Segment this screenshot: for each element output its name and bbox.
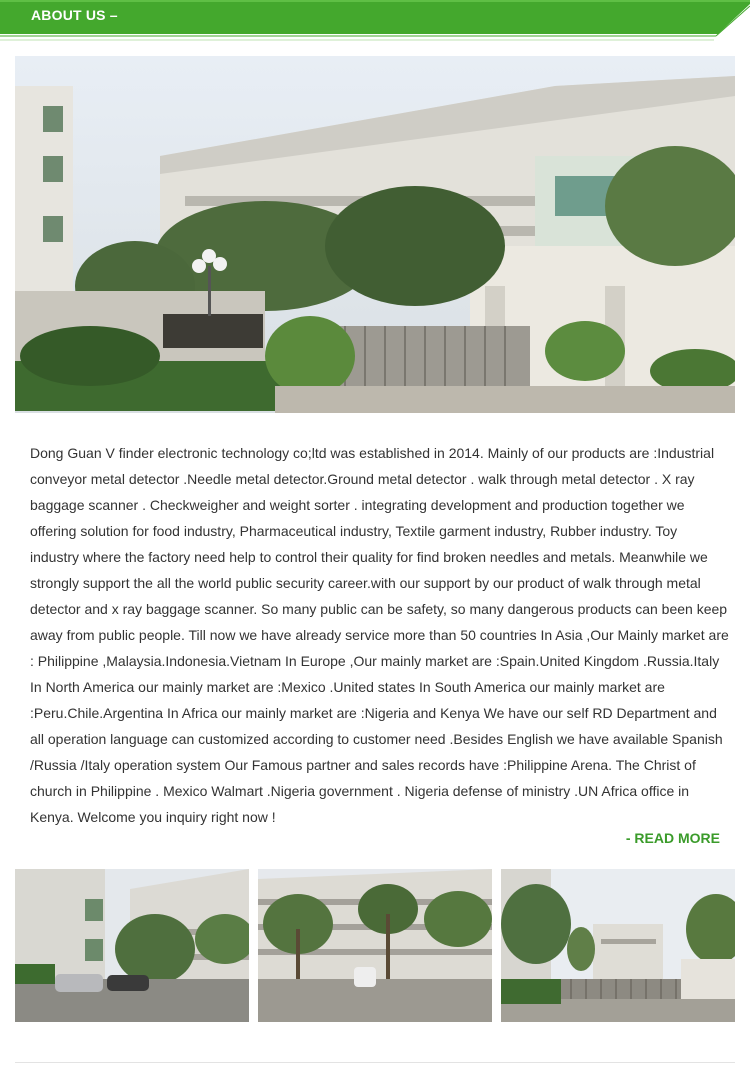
section-header <box>0 0 750 42</box>
gallery-photo-2[interactable] <box>258 869 492 1022</box>
section-divider <box>15 1062 735 1063</box>
hero-photo <box>15 56 735 413</box>
section-title: ABOUT US – <box>31 7 118 23</box>
gallery-photo-1[interactable] <box>15 869 249 1022</box>
gallery-photo-3[interactable] <box>501 869 735 1022</box>
read-more-link[interactable]: - READ MORE <box>625 830 720 846</box>
about-description: Dong Guan V finder electronic technology co;ltd was established in 2014. Mainly of our products are :Industrial conveyor metal detector .Needle metal detector.Ground metal detector . walk through metal detector . X ray baggage scanner . Checkweigher and weight sorter . integrating development and production together we offering solution for food industry, Pharmaceutical industry, Textile garment industry, Rubber industry. Toy industry where the factory need help to control their quality for find broken needles and metals. Meanwhile we strongly support the all the world public security career.with our support by our product of walk through metal detector and x ray baggage scanner. So many public can be safety, so many dangerous products can been keep away from public people. Till now we have already service more than 50 countries In Asia ,Our Mainly market are : Philippine ,Malaysia.Indonesia.Vietnam In Europe ,Our mainly market are :Spain.United Kingdom .Russia.Italy In North America our mainly market are :Mexico .United states In South America our mainly market are :Peru.Chile.Argentina In Africa our mainly market are :Nigeria and Kenya We have our self RD Department and all operation language can customized according to customer need .Besides English we have available Spanish /Russia /Italy operation system Our Famous partner and sales records have :Philippine Arena. The Christ of church in Philippine . Mexico Walmart .Nigeria government . Nigeria defense of ministry .UN Africa office in Kenya. Welcome you inquiry right now ! <box>30 445 729 825</box>
